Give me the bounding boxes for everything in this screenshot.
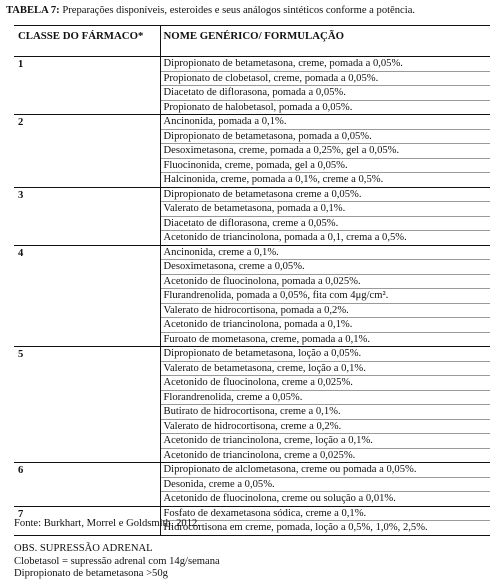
formulation-item: Diacetato de diflorasona, pomada a 0,05%. (161, 86, 491, 101)
formulation-item: Fosfato de dexametasona sódica, creme a 0,1%. (161, 507, 491, 522)
formulation-item: Desoximetasona, creme a 0,05%. (161, 260, 491, 275)
adrenal-suppression-notes (14, 543, 220, 581)
drug-class-cell: 6 (14, 463, 160, 507)
formulation-item: Desoximetasona, creme, pomada a 0,25%, gel a 0,05%. (161, 144, 491, 159)
header-drug-class: CLASSE DO FÁRMACO* (14, 26, 160, 57)
formulation-cell (160, 57, 490, 115)
formulation-item: Acetonido de triancinolona, pomada a 0,1, crema a 0,5%. (163, 232, 407, 243)
notes-heading: OBS. SUPRESSÃO ADRENAL (14, 543, 153, 554)
table-row (14, 115, 490, 188)
formulation-item: Dipropionato de betametasona creme a 0,05%. (161, 188, 491, 203)
table-caption-label: TABELA 7: (6, 5, 60, 16)
formulation-item: Valerato de betametasona, creme, loção a 0,1%. (161, 362, 491, 377)
formulation-item: Butirato de hidrocortisona, creme a 0,1%. (161, 405, 491, 420)
formulation-cell (160, 506, 490, 535)
table-caption-text: Preparações disponíveis, esteroides e seus análogos sintéticos conforme a potência. (62, 5, 416, 16)
formulation-item: Acetonido de fluocinolona, creme ou solução a 0,01%. (163, 493, 396, 504)
source-citation: Fonte: Burkhart, Morrel e Goldsmith, 2012. (14, 518, 200, 529)
formulation-item: Halcinonida, creme, pomada a 0,1%, creme a 0,5%. (163, 174, 384, 185)
drug-class-cell: 4 (14, 245, 160, 347)
formulation-cell (160, 245, 490, 347)
formulation-item: Acetonido de fluocinolona, creme a 0,025%. (161, 376, 491, 391)
formulation-item: Furoato de mometasona, creme, pomada a 0,1%. (163, 333, 371, 345)
note-line: Dipropionato de betametasona >50g (14, 568, 168, 579)
formulation-item: Propionato de clobetasol, creme, pomada a 0,05%. (161, 72, 491, 87)
formulation-item: Ancinonida, pomada a 0,1%. (161, 115, 491, 130)
table-header-row (14, 26, 490, 57)
formulation-item: Flurandrenolida, pomada a 0,05%, fita com 4μg/cm². (161, 289, 491, 304)
corticosteroid-potency-table (14, 25, 490, 536)
formulation-item: Florandrenolida, creme a 0,05%. (161, 391, 491, 406)
table-caption (6, 4, 496, 18)
formulation-item: Acetonido de triancinolona, creme a 0,025%. (163, 449, 356, 461)
formulation-item: Hidrocortisona em creme, pomada, loção a 0,5%, 1,0%, 2,5%. (163, 522, 428, 533)
formulation-item: Diacetato de diflorasona, creme a 0,05%. (161, 217, 491, 232)
formulation-cell (160, 115, 490, 188)
table-row (14, 245, 490, 347)
formulation-item: Dipropionato de betametasona, pomada a 0,05%. (161, 130, 491, 145)
note-line: Clobetasol = supressão adrenal com 14g/semana (14, 555, 220, 567)
formulation-cell (160, 463, 490, 507)
formulation-item: Acetonido de triancinolona, pomada a 0,1%. (161, 318, 491, 333)
formulation-cell (160, 347, 490, 463)
formulation-item: Propionato de halobetasol, pomada a 0,05%. (163, 101, 353, 113)
table-row (14, 187, 490, 245)
formulation-item: Acetonido de fluocinolona, pomada a 0,025%. (161, 275, 491, 290)
formulation-item: Dipropionato de betametasona, loção a 0,05%. (161, 347, 491, 362)
formulation-cell (160, 187, 490, 245)
drug-class-cell: 2 (14, 115, 160, 188)
header-generic-name: NOME GENÉRICO/ FORMULAÇÃO (160, 26, 490, 57)
table-row (14, 57, 490, 115)
drug-class-cell: 1 (14, 57, 160, 115)
drug-class-cell: 3 (14, 187, 160, 245)
formulation-item: Ancinonida, creme a 0,1%. (161, 246, 491, 261)
formulation-item: Desonida, creme a 0,05%. (161, 478, 491, 493)
formulation-item: Valerato de hidrocortisona, creme a 0,2%. (161, 420, 491, 435)
drug-class-cell: 7 (14, 506, 160, 535)
table-body (14, 57, 490, 536)
formulation-item: Valerato de hidrocortisona, pomada a 0,2%. (161, 304, 491, 319)
table-row (14, 463, 490, 507)
formulation-item: Valerato de betametasona, pomada a 0,1%. (161, 202, 491, 217)
formulation-item: Dipropionato de alclometasona, creme ou pomada a 0,05%. (161, 463, 491, 478)
drug-class-cell: 5 (14, 347, 160, 463)
formulation-item: Fluocinonida, creme, pomada, gel a 0,05%. (161, 159, 491, 174)
table-row (14, 347, 490, 463)
formulation-item: Acetonido de triancinolona, creme, loção a 0,1%. (161, 434, 491, 449)
formulation-item: Dipropionato de betametasona, creme, pomada a 0,05%. (161, 57, 491, 72)
